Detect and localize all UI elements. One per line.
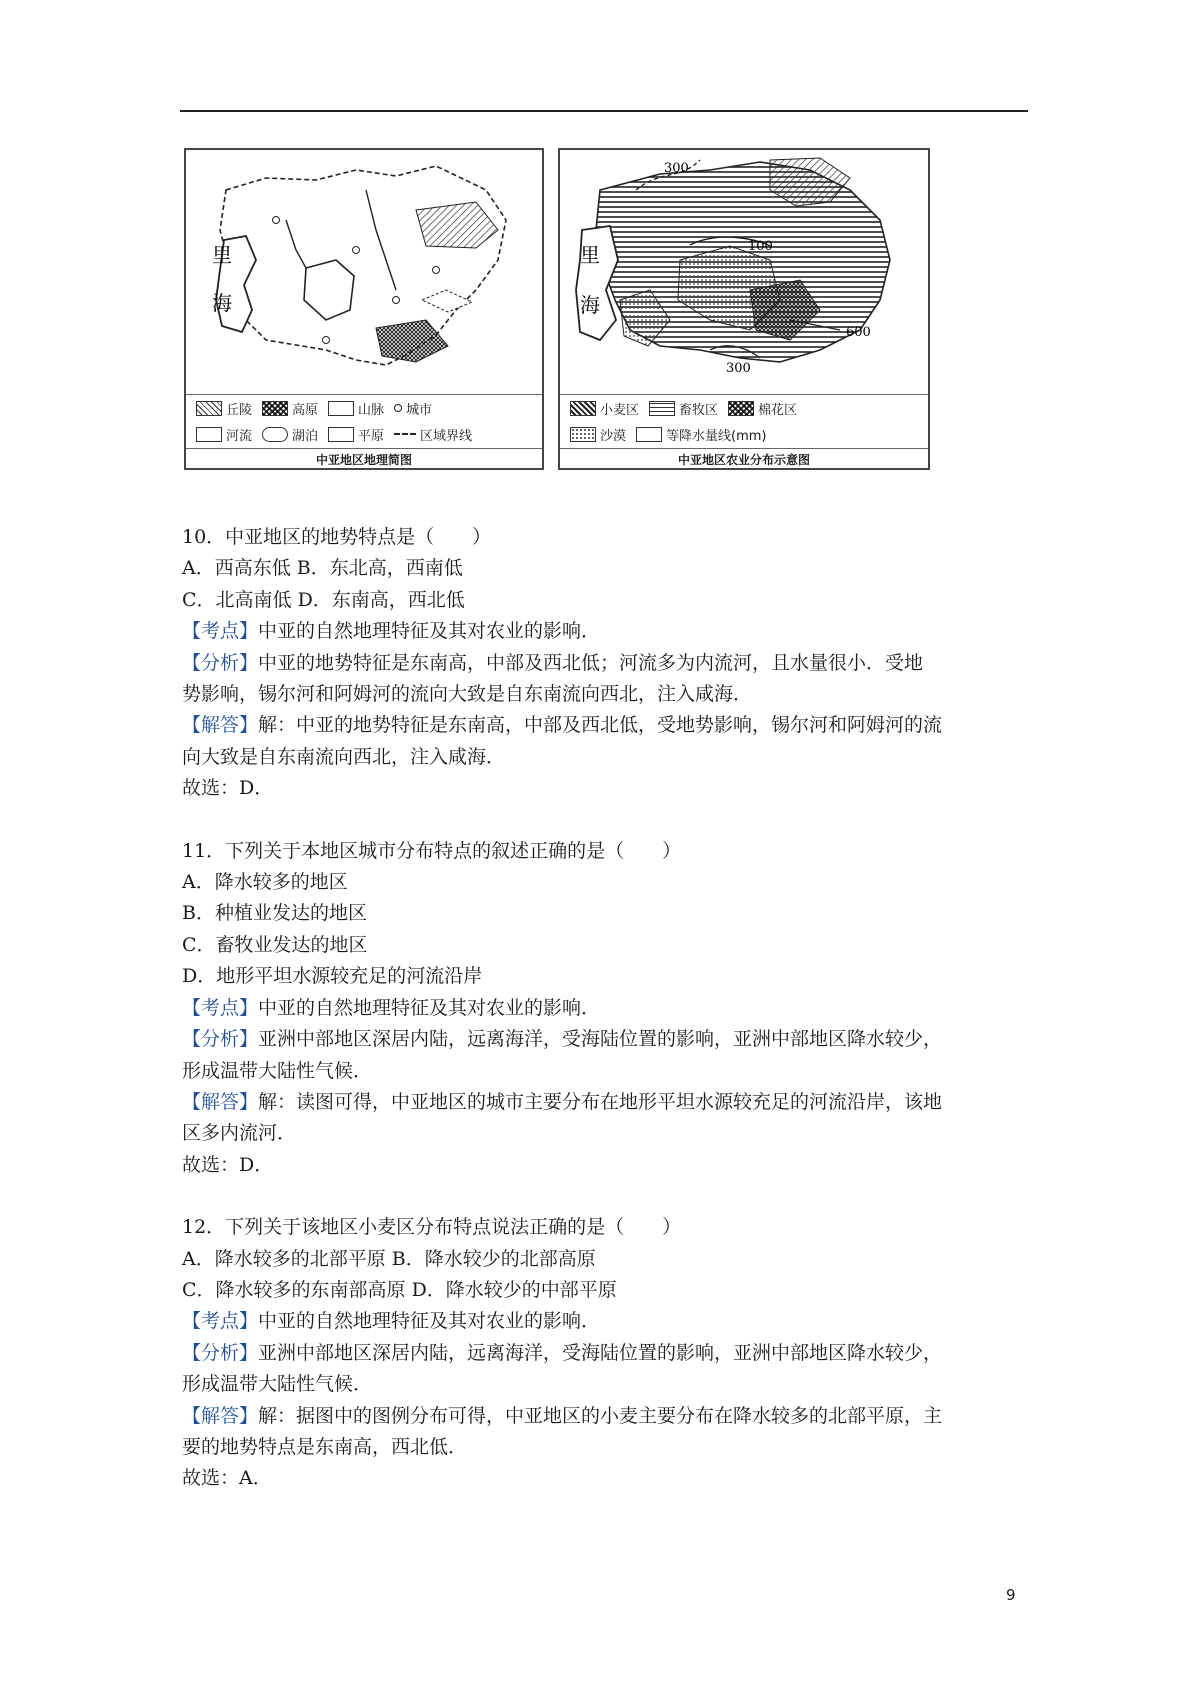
sea-label-2: 海: [212, 291, 232, 315]
answer-line: 故选：D．: [182, 1153, 274, 1176]
question-stem: 12．下列关于该地区小麦区分布特点说法正确的是（ ）: [182, 1216, 682, 1239]
plain-swatch-icon: [328, 427, 354, 442]
question-12: [182, 1212, 1028, 1495]
city-dot-icon: [394, 404, 402, 412]
kaodian-line: 【考点】中亚的自然地理特征及其对农业的影响．: [182, 620, 601, 643]
geography-map: [186, 150, 542, 394]
fenxi-line: 【分析】亚洲中部地区深居内陆，远离海洋，受海陆位置的影响，亚洲中部地区降水较少，: [182, 1028, 943, 1051]
jieda-line: 【解答】解：据图中的图例分布可得，中亚地区的小麦主要分布在降水较多的北部平原，主: [182, 1404, 943, 1427]
legend-lake: 湖泊: [262, 425, 318, 444]
isohyet-label: 300: [664, 161, 689, 176]
question-option: C．畜牧业发达的地区: [182, 933, 368, 956]
jieda-line-cont: 区多内流河．: [182, 1122, 297, 1145]
desert-swatch-icon: [570, 427, 596, 442]
mountain-swatch-icon: [328, 401, 354, 416]
cotton-swatch-icon: [728, 401, 754, 416]
header-rule: [180, 110, 1028, 112]
agriculture-map: [560, 150, 928, 394]
question-option: A．降水较多的地区: [182, 871, 348, 894]
legend-city: 城市: [394, 399, 432, 418]
hills-swatch-icon: [196, 401, 222, 416]
jieda-tag: 【解答】: [182, 1404, 259, 1427]
jieda-tag: 【解答】: [182, 1090, 259, 1113]
agriculture-map-figure: [558, 148, 930, 470]
question-options: C．北高南低 D．东南高，西北低: [182, 588, 465, 611]
city-marker: [393, 297, 400, 304]
jieda-line-cont: 要的地势特点是东南高，西北低．: [182, 1435, 468, 1458]
kaodian-line: 【考点】中亚的自然地理特征及其对农业的影响．: [182, 996, 601, 1019]
kaodian-tag: 【考点】: [182, 1310, 259, 1333]
legend-desert: 沙漠: [570, 425, 626, 444]
question-11: [182, 836, 1028, 1181]
city-marker: [323, 337, 330, 344]
fenxi-line-cont: 形成温带大陆性气候．: [182, 1373, 373, 1396]
question-option: D．地形平坦水源较充足的河流沿岸: [182, 965, 483, 988]
jieda-line-cont: 向大致是自东南流向西北，注入咸海．: [182, 745, 506, 768]
wheat-swatch-icon: [570, 401, 596, 416]
fenxi-line: 【分析】中亚的地势特征是东南高，中部及西北低；河流多为内流河，且水量很小．受地: [182, 651, 924, 674]
legend-hills: 丘陵: [196, 399, 252, 418]
isohyet-label: 300: [726, 361, 751, 376]
fenxi-line-cont: 势影响，锡尔河和阿姆河的流向大致是自东南流向西北，注入咸海．: [182, 683, 753, 706]
geography-legend: [186, 394, 542, 446]
isohyet-label: 100: [748, 239, 773, 254]
kaodian-line: 【考点】中亚的自然地理特征及其对农业的影响．: [182, 1310, 601, 1333]
sea-label-1: 里: [212, 243, 232, 267]
geography-map-figure: [184, 148, 544, 470]
pasture-swatch-icon: [649, 401, 675, 416]
river-swatch-icon: [196, 427, 222, 442]
question-stem: 10．中亚地区的地势特点是（ ）: [182, 526, 492, 548]
legend-plain: 平原: [328, 425, 384, 444]
city-marker: [433, 267, 440, 274]
kaodian-tag: 【考点】: [182, 996, 259, 1019]
geography-map-caption: 中亚地区地理简图: [186, 448, 542, 470]
jieda-line: 【解答】解：读图可得，中亚地区的城市主要分布在地形平坦水源较充足的河流沿岸，该地: [182, 1090, 943, 1113]
fenxi-line: 【分析】亚洲中部地区深居内陆，远离海洋，受海陆位置的影响，亚洲中部地区降水较少，: [182, 1341, 943, 1364]
sea-label-1: 里: [580, 243, 600, 267]
legend-cotton: 棉花区: [728, 399, 797, 418]
lake-swatch-icon: [262, 427, 288, 442]
sea-label-2: 海: [580, 293, 600, 317]
fenxi-tag: 【分析】: [182, 1028, 259, 1051]
legend-river: 河流: [196, 425, 252, 444]
city-marker: [353, 247, 360, 254]
legend-mountain: 山脉: [328, 399, 384, 418]
question-options: C．降水较多的东南部高原 D．降水较少的中部平原: [182, 1278, 617, 1301]
agriculture-map-caption: 中亚地区农业分布示意图: [560, 448, 928, 470]
page-number: 9: [1006, 1586, 1016, 1604]
boundary-line-icon: [394, 433, 416, 435]
kaodian-tag: 【考点】: [182, 620, 259, 643]
legend-plateau: 高原: [262, 399, 318, 418]
fenxi-tag: 【分析】: [182, 1341, 259, 1364]
question-options: A．西高东低 B．东北高，西南低: [182, 557, 463, 580]
legend-pasture: 畜牧区: [649, 399, 718, 418]
question-10: [182, 522, 1028, 805]
legend-boundary: 区域界线: [394, 425, 472, 444]
answer-line: 故选：D．: [182, 777, 274, 800]
plateau-swatch-icon: [262, 401, 288, 416]
fenxi-tag: 【分析】: [182, 651, 259, 674]
city-marker: [273, 217, 280, 224]
fenxi-line-cont: 形成温带大陆性气候．: [182, 1059, 373, 1082]
jieda-tag: 【解答】: [182, 714, 259, 737]
isohyet-swatch-icon: [636, 427, 662, 442]
agriculture-legend: [560, 394, 928, 446]
questions-content: [182, 522, 1028, 1526]
answer-line: 故选：A．: [182, 1467, 272, 1490]
isohyet-label: 600: [846, 325, 871, 340]
region-outline: [220, 166, 506, 365]
legend-isohyet: 等降水量线(mm): [636, 425, 766, 444]
jieda-line: 【解答】解：中亚的地势特征是东南高，中部及西北低，受地势影响，锡尔河和阿姆河的流: [182, 714, 943, 737]
legend-wheat: 小麦区: [570, 399, 639, 418]
question-options: A．降水较多的北部平原 B．降水较少的北部高原: [182, 1247, 596, 1270]
question-option: B．种植业发达的地区: [182, 902, 367, 925]
question-stem: 11．下列关于本地区城市分布特点的叙述正确的是（ ）: [182, 839, 682, 862]
